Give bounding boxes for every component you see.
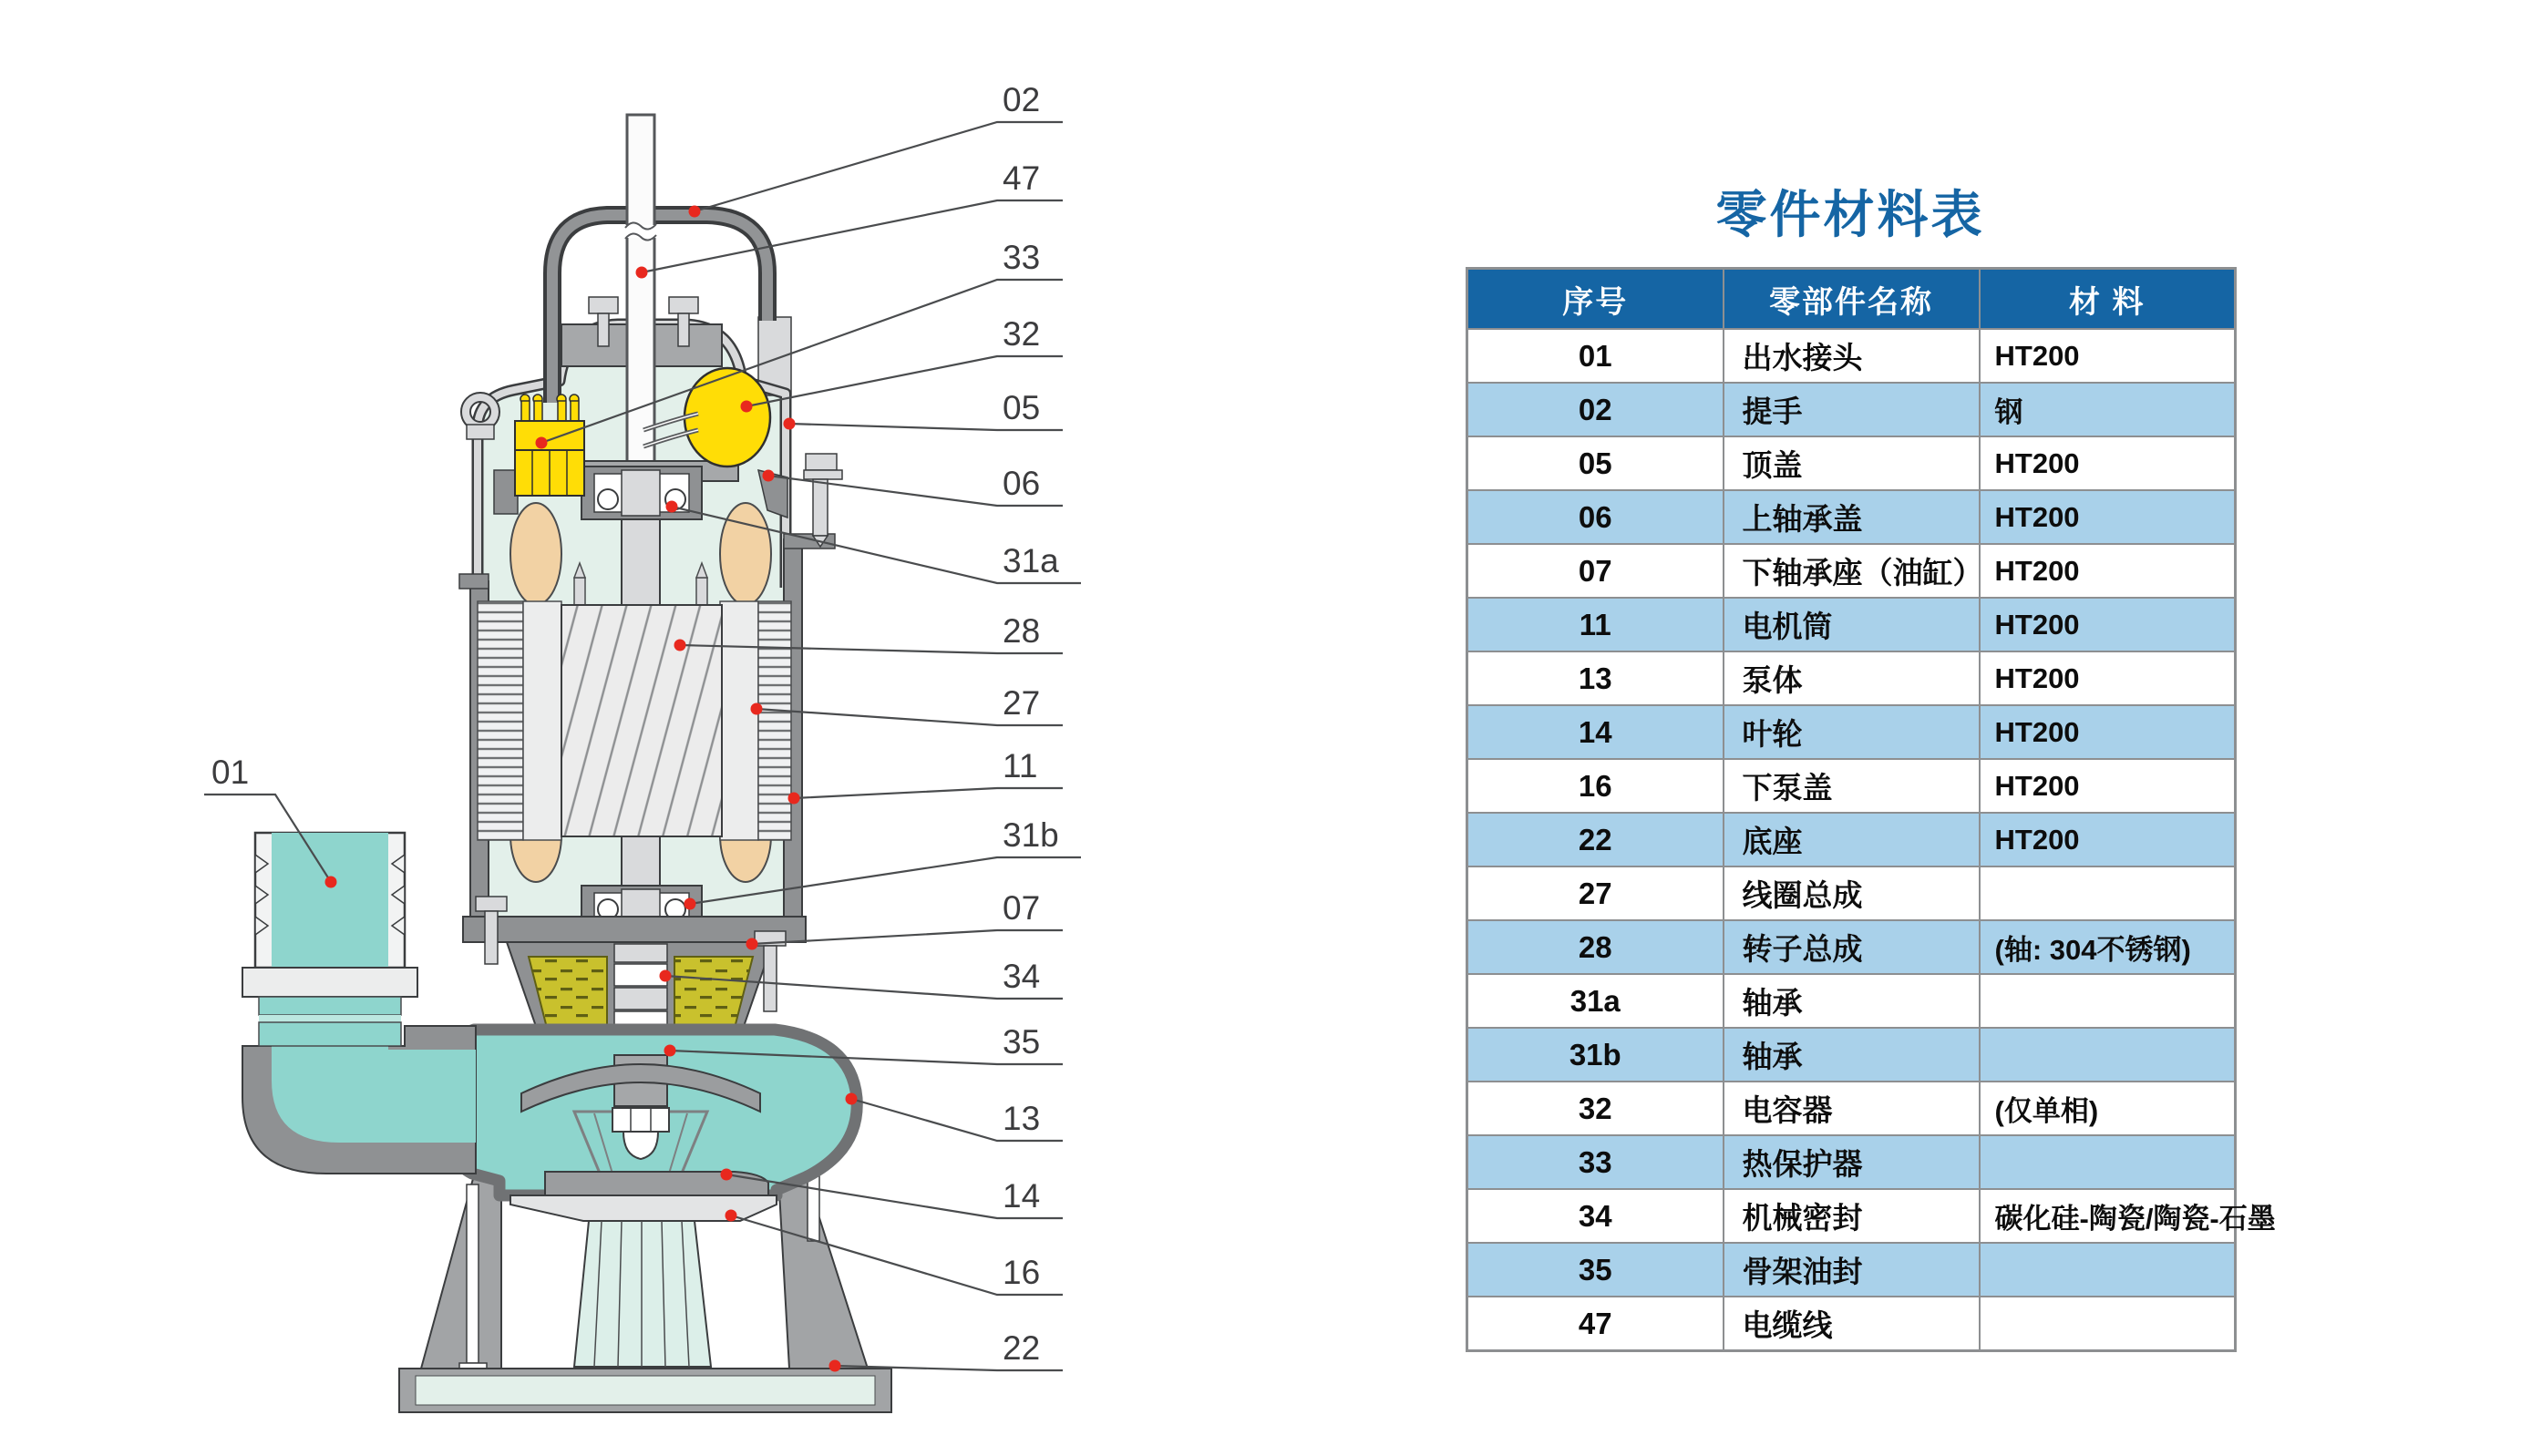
- table-row: [1467, 383, 2236, 436]
- table-row: [1467, 866, 2236, 920]
- cell-no: 13: [1467, 651, 1724, 705]
- cell-material: HT200: [1980, 705, 2236, 759]
- cell-material: HT200: [1980, 598, 2236, 651]
- cell-name: 下泵盖: [1724, 759, 1980, 813]
- callout-label-28: 28: [1003, 612, 1041, 650]
- cell-no: 22: [1467, 813, 1724, 866]
- cell-material: HT200: [1980, 544, 2236, 598]
- cell-material: [1980, 1243, 2236, 1297]
- cell-name: 轴承: [1724, 1028, 1980, 1082]
- callout-dot-14: [721, 1169, 733, 1181]
- cell-no: 32: [1467, 1082, 1724, 1135]
- callout-label-14: 14: [1003, 1177, 1041, 1215]
- table-row: [1467, 651, 2236, 705]
- cell-material: HT200: [1980, 329, 2236, 383]
- callout-label-06: 06: [1003, 465, 1041, 502]
- cell-no: 06: [1467, 490, 1724, 544]
- callout-dot-07: [746, 938, 758, 950]
- parts-table: [1466, 267, 2276, 1352]
- table-row: [1467, 1243, 2236, 1297]
- cell-material: (轴: 304不锈钢): [1980, 920, 2236, 974]
- callout-dot-47: [636, 267, 648, 279]
- cell-name: 骨架油封: [1724, 1243, 1980, 1297]
- table-row: [1467, 598, 2236, 651]
- suction-strainer: [574, 1221, 711, 1367]
- callout-dot-05: [784, 418, 796, 430]
- callout-label-31b: 31b: [1003, 816, 1059, 854]
- callout-dot-32: [741, 401, 753, 413]
- cell-material: [1980, 1297, 2236, 1351]
- table-row: [1467, 1082, 2236, 1135]
- col-header-name: 零部件名称: [1724, 269, 1980, 330]
- callout-dot-22: [829, 1360, 841, 1372]
- cell-name: 机械密封: [1724, 1189, 1980, 1243]
- callout-label-47: 47: [1003, 159, 1041, 197]
- callout-label-27: 27: [1003, 684, 1041, 722]
- table-row: [1467, 705, 2236, 759]
- cell-name: 叶轮: [1724, 705, 1980, 759]
- cell-material: HT200: [1980, 759, 2236, 813]
- leader-line-11: [794, 788, 1063, 798]
- outlet-pipe-bore: [272, 833, 388, 968]
- cell-name: 轴承: [1724, 974, 1980, 1028]
- cell-material: [1980, 974, 2236, 1028]
- table-title: 零件材料表: [1715, 186, 1985, 243]
- callout-label-05: 05: [1003, 389, 1041, 426]
- table-row: [1467, 1297, 2236, 1351]
- cell-no: 14: [1467, 705, 1724, 759]
- callout-dot-06: [763, 470, 775, 482]
- cell-material: 钢: [1980, 383, 2236, 436]
- table-row: [1467, 490, 2236, 544]
- callout-label-22: 22: [1003, 1329, 1041, 1367]
- cell-no: 11: [1467, 598, 1724, 651]
- cell-name: 底座: [1724, 813, 1980, 866]
- cell-no: 33: [1467, 1135, 1724, 1189]
- table-row: [1467, 1028, 2236, 1082]
- rotor-assembly: [561, 563, 722, 836]
- cell-material: 碳化硅-陶瓷/陶瓷-石墨: [1980, 1189, 2236, 1243]
- table-row: [1467, 436, 2236, 490]
- table-row: [1467, 920, 2236, 974]
- cell-no: 28: [1467, 920, 1724, 974]
- cell-no: 02: [1467, 383, 1724, 436]
- outlet-connector: [242, 833, 476, 1174]
- cell-material: HT200: [1980, 490, 2236, 544]
- callout-dot-35: [664, 1045, 676, 1057]
- cell-name: 提手: [1724, 383, 1980, 436]
- cell-no: 47: [1467, 1297, 1724, 1351]
- table-row: [1467, 1189, 2236, 1243]
- cell-material: HT200: [1980, 813, 2236, 866]
- callout-label-11: 11: [1003, 747, 1038, 784]
- callout-label-31a: 31a: [1003, 542, 1059, 579]
- outlet-flange: [242, 968, 417, 997]
- callout-label-35: 35: [1003, 1023, 1041, 1061]
- callout-dot-31a: [666, 501, 678, 513]
- callout-label-02: 02: [1003, 81, 1041, 118]
- cell-name: 下轴承座（油缸）: [1724, 544, 1980, 598]
- cell-name: 上轴承盖: [1724, 490, 1980, 544]
- callout-dot-11: [788, 793, 800, 805]
- col-header-material: 材 料: [1980, 269, 2236, 330]
- outlet-elbow-channel: [272, 1046, 476, 1143]
- cell-no: 01: [1467, 329, 1724, 383]
- callout-dot-28: [674, 640, 686, 651]
- callout-dot-33: [536, 437, 548, 449]
- callout-label-34: 34: [1003, 958, 1041, 995]
- callout-dot-01: [325, 877, 337, 888]
- cell-no: 34: [1467, 1189, 1724, 1243]
- callout-dot-13: [846, 1093, 858, 1105]
- col-header-no: 序号: [1467, 269, 1724, 330]
- table-row: [1467, 329, 2236, 383]
- cell-no: 16: [1467, 759, 1724, 813]
- callout-dot-27: [751, 703, 763, 715]
- cell-no: 05: [1467, 436, 1724, 490]
- cell-no: 07: [1467, 544, 1724, 598]
- shaft-nut: [612, 1108, 669, 1132]
- table-row: [1467, 1135, 2236, 1189]
- cell-name: 电缆线: [1724, 1297, 1980, 1351]
- cell-name: 热保护器: [1724, 1135, 1980, 1189]
- cell-no: 31b: [1467, 1028, 1724, 1082]
- cell-no: 27: [1467, 866, 1724, 920]
- callout-label-16: 16: [1003, 1254, 1041, 1291]
- cell-no: 31a: [1467, 974, 1724, 1028]
- callout-dot-16: [726, 1210, 737, 1222]
- cell-material: HT200: [1980, 651, 2236, 705]
- table-row: [1467, 544, 2236, 598]
- cell-name: 出水接头: [1724, 329, 1980, 383]
- cell-name: 电容器: [1724, 1082, 1980, 1135]
- parts-table-body: [1467, 329, 2276, 1351]
- callout-dot-31b: [684, 898, 696, 910]
- cell-material: HT200: [1980, 436, 2236, 490]
- cell-material: (仅单相): [1980, 1082, 2236, 1135]
- callout-label-01: 01: [211, 754, 250, 791]
- cell-material: [1980, 1028, 2236, 1082]
- callout-dot-02: [689, 206, 701, 218]
- callout-label-32: 32: [1003, 315, 1041, 353]
- table-row: [1467, 813, 2236, 866]
- cell-material: [1980, 1135, 2236, 1189]
- cell-name: 顶盖: [1724, 436, 1980, 490]
- table-row: [1467, 974, 2236, 1028]
- cell-name: 线圈总成: [1724, 866, 1980, 920]
- table-row: [1467, 759, 2236, 813]
- callout-label-07: 07: [1003, 889, 1041, 927]
- cell-name: 转子总成: [1724, 920, 1980, 974]
- callout-label-33: 33: [1003, 239, 1041, 276]
- cell-name: 电机筒: [1724, 598, 1980, 651]
- upper-bearing: [581, 467, 702, 519]
- callout-dot-34: [660, 970, 672, 982]
- barrel-flange-left: [459, 574, 489, 589]
- callout-label-13: 13: [1003, 1100, 1041, 1137]
- cell-material: [1980, 866, 2236, 920]
- cell-name: 泵体: [1724, 651, 1980, 705]
- parts-table-head: [1467, 269, 2236, 330]
- cell-no: 35: [1467, 1243, 1724, 1297]
- mechanical-seal: [614, 944, 667, 1031]
